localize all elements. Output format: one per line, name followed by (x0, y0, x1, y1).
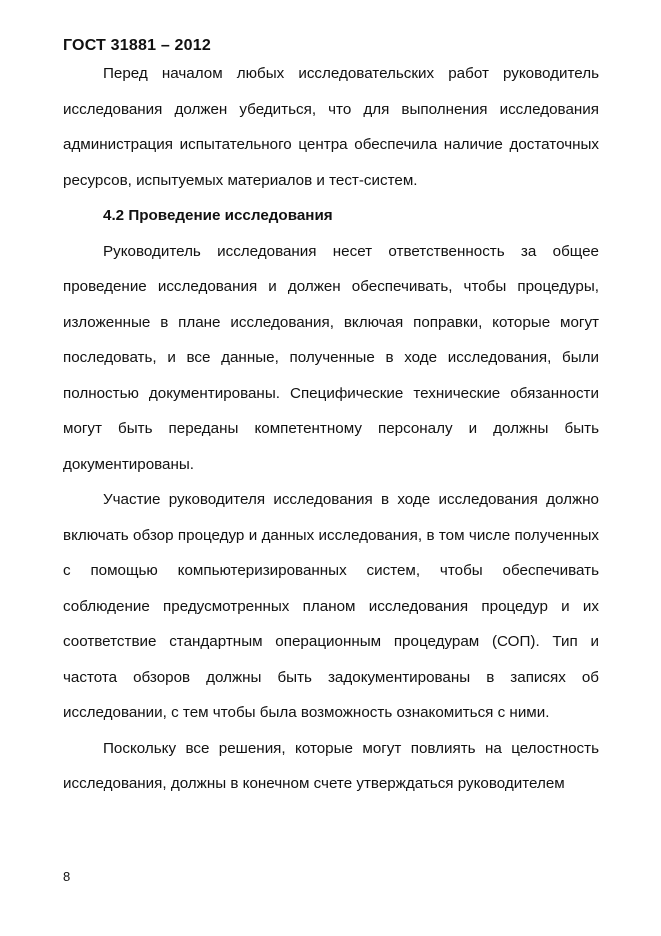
paragraph-study-director-responsibility: Руководитель исследования несет ответственность за общее проведение исследования и должен обеспечивать, чтобы процедуры, изложенные в плане исследования, включая поправки, которые могут последовать, и все данные, полученные в ходе исследования, были полностью документированы. Специфические технические обязанности могут быть переданы компетентному персоналу и должны быть документированы. (63, 242, 599, 473)
page-number: 8 (63, 869, 71, 884)
section-heading-4-2: 4.2 Проведение исследования (103, 207, 333, 224)
standard-code-header: ГОСТ 31881 – 2012 (63, 37, 211, 54)
paragraph-study-director-participation: Участие руководителя исследования в ходе исследования должно включать обзор процедур и данных исследования, в том числе полученных с помощью компьютеризированных систем, чтобы обеспечивать соблюдение предусмотренных планом исследования процедур и их соответствие стандартным операционным процедурам (СОП). Тип и частота обзоров должны быть задокументированы в записях об исследовании, с тем чтобы была возможность ознакомиться с ними. (63, 491, 599, 721)
paragraph-resources: Перед началом любых исследовательских работ руководитель исследования должен убедиться, что для выполнения исследования администрация испытательного центра обеспечила наличие достаточных ресурсов, испытуемых материалов и тест-систем. (63, 65, 599, 189)
paragraph-decisions-integrity: Поскольку все решения, которые могут повлиять на целостность исследования, должны в конечном счете утверждаться руководителем (63, 739, 599, 792)
document-body (63, 56, 599, 802)
